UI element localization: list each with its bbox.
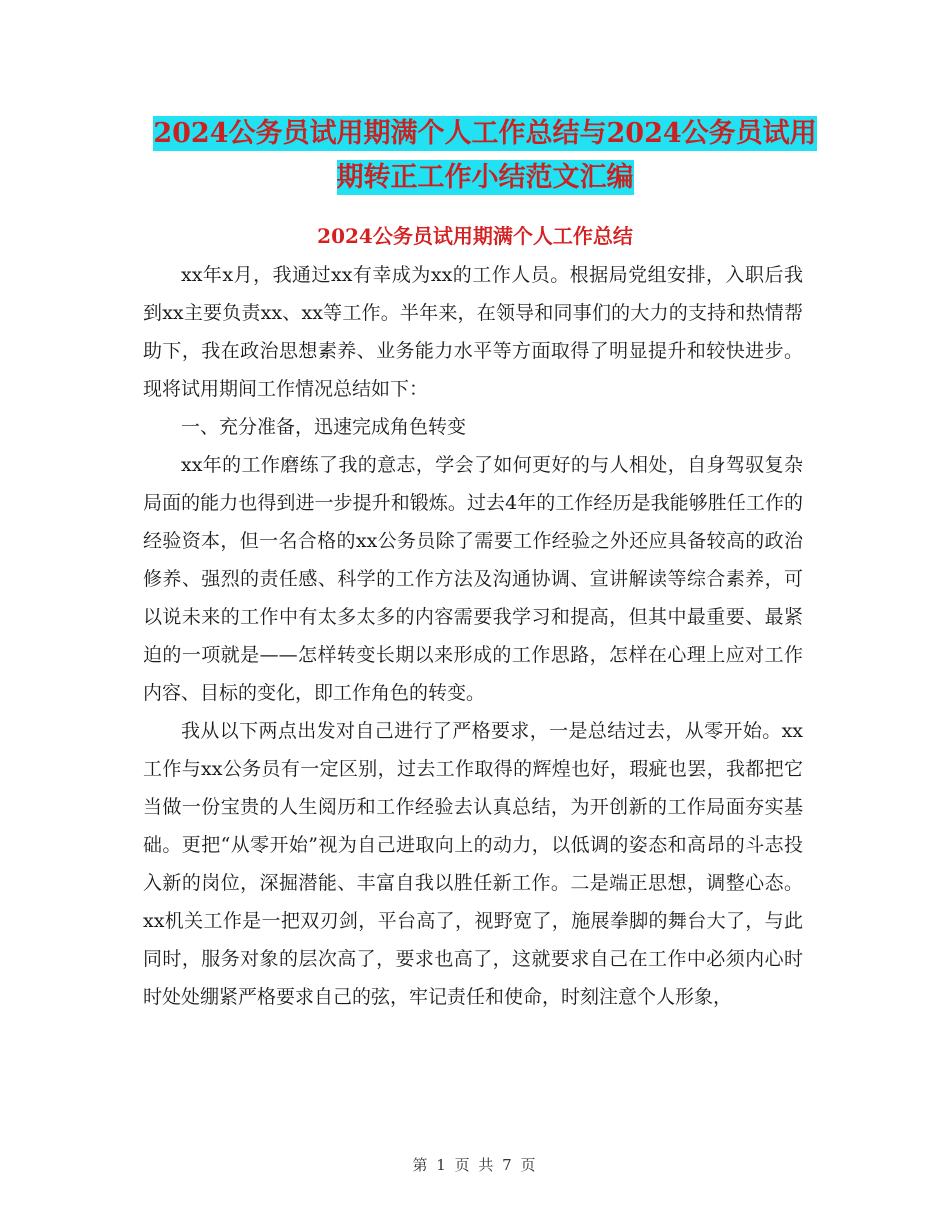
title-line-1: 2024公务员试用期满个人工作总结与2024公务员试用 [153, 118, 817, 149]
title-line-2: 期转正工作小结范文汇编 [336, 162, 634, 193]
paragraph-heading: 一、充分准备，迅速完成角色转变 [181, 416, 467, 438]
body-text [143, 256, 803, 1016]
section-title: 2024公务员试用期满个人工作总结 [317, 224, 633, 248]
paragraph: xx年的工作磨练了我的意志，学会了如何更好的与人相处，自身驾驭复杂局面的能力也得到进一步提升和锻炼。过去4年的工作经历是我能够胜任工作的经验资本，但一名合格的xx公务员除了需要工作经验之外还应具备较高的政治修养、强烈的责任感、科学的工作方法及沟通协调、宣讲解读等综合素养，可以说未来的工作中有太多太多的内容需要我学习和提高，但其中最重要、最紧迫的一项就是——怎样转变长期以来形成的工作思路，怎样在心理上应对工作内容、目标的变化，即工作角色的转变。 [143, 454, 803, 704]
paragraph: xx年x月，我通过xx有幸成为xx的工作人员。根据局党组安排，入职后我到xx主要负责xx、xx等工作。半年来，在领导和同事们的大力的支持和热情帮助下，我在政治思想素养、业务能力水平等方面取得了明显提升和较快进步。现将试用期间工作情况总结如下： [143, 264, 803, 400]
document-title [120, 112, 850, 200]
paragraph: 我从以下两点出发对自己进行了严格要求，一是总结过去，从零开始。xx工作与xx公务员有一定区别，过去工作取得的辉煌也好，瑕疵也罢，我都把它当做一份宝贵的人生阅历和工作经验去认真总结，为开创新的工作局面夯实基础。更把“从零开始”视为自己进取向上的动力，以低调的姿态和高昂的斗志投入新的岗位，深掘潜能、丰富自我以胜任新工作。二是端正思想，调整心态。xx机关工作是一把双刃剑，平台高了，视野宽了，施展拳脚的舞台大了，与此同时，服务对象的层次高了，要求也高了，这就要求自己在工作中必须内心时时处处绷紧严格要求自己的弦，牢记责任和使命，时刻注意个人形象， [143, 720, 803, 1008]
page-footer: 第 1 页 共 7 页 [412, 1156, 538, 1174]
